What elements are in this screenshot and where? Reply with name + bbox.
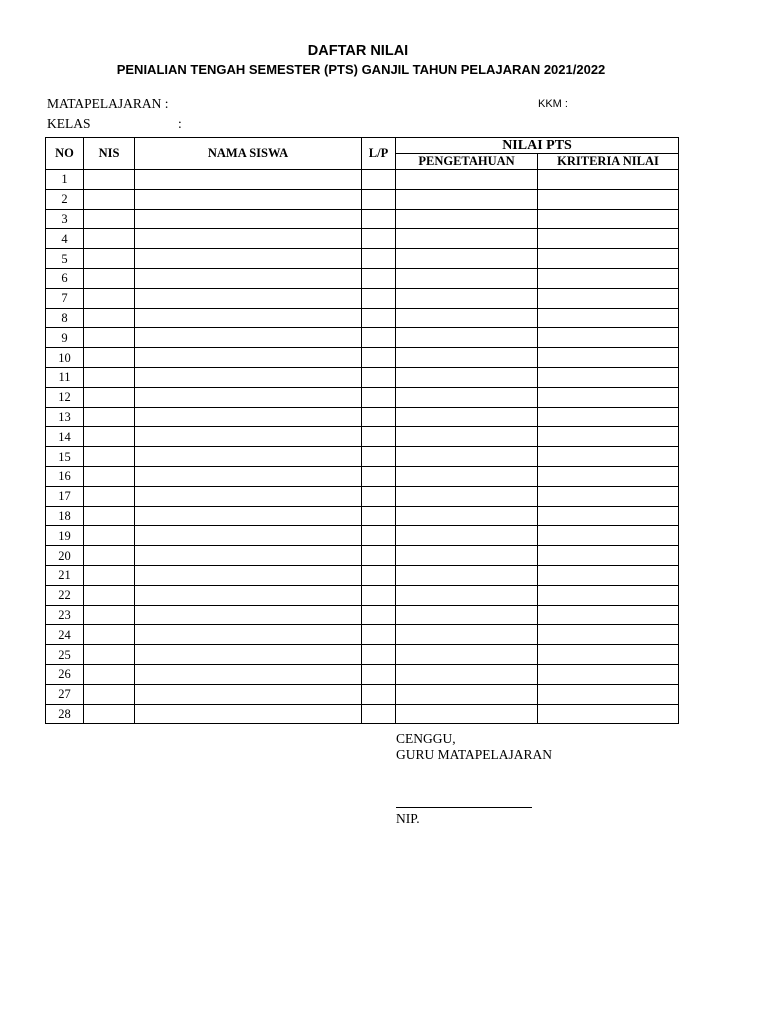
- score-criteria-cell[interactable]: [538, 466, 679, 486]
- nis-cell[interactable]: [84, 170, 135, 190]
- knowledge-score-cell[interactable]: [396, 249, 538, 269]
- row-number-cell: 15: [46, 447, 84, 467]
- nis-cell[interactable]: [84, 645, 135, 665]
- header-student-name: NAMA SISWA: [135, 138, 362, 170]
- table-row: [46, 249, 679, 269]
- table-row: [46, 466, 679, 486]
- nis-cell[interactable]: [84, 625, 135, 645]
- gender-cell[interactable]: [362, 625, 396, 645]
- nis-cell[interactable]: [84, 585, 135, 605]
- row-number-cell: 22: [46, 585, 84, 605]
- table-row: [46, 506, 679, 526]
- knowledge-score-cell[interactable]: [396, 605, 538, 625]
- knowledge-score-cell[interactable]: [396, 268, 538, 288]
- row-number-cell: 20: [46, 546, 84, 566]
- score-criteria-cell[interactable]: [538, 308, 679, 328]
- gender-cell[interactable]: [362, 704, 396, 724]
- student-name-cell[interactable]: [135, 486, 362, 506]
- table-row: [46, 447, 679, 467]
- nis-cell[interactable]: [84, 605, 135, 625]
- score-criteria-cell[interactable]: [538, 625, 679, 645]
- table-row: [46, 367, 679, 387]
- score-criteria-cell[interactable]: [538, 565, 679, 585]
- student-name-cell[interactable]: [135, 427, 362, 447]
- table-row: [46, 684, 679, 704]
- student-name-cell[interactable]: [135, 170, 362, 190]
- student-name-cell[interactable]: [135, 189, 362, 209]
- knowledge-score-cell[interactable]: [396, 466, 538, 486]
- score-criteria-cell[interactable]: [538, 387, 679, 407]
- student-name-cell[interactable]: [135, 664, 362, 684]
- table-row: [46, 209, 679, 229]
- gender-cell[interactable]: [362, 664, 396, 684]
- table-row: [46, 328, 679, 348]
- header-score-criteria: KRITERIA NILAI: [538, 154, 679, 170]
- grades-table: [45, 137, 679, 724]
- student-name-cell[interactable]: [135, 526, 362, 546]
- nis-cell[interactable]: [84, 447, 135, 467]
- class-colon: :: [178, 116, 182, 131]
- gender-cell[interactable]: [362, 447, 396, 467]
- gender-cell[interactable]: [362, 506, 396, 526]
- student-name-cell[interactable]: [135, 447, 362, 467]
- score-criteria-cell[interactable]: [538, 288, 679, 308]
- class-label: KELAS: [47, 116, 91, 131]
- knowledge-score-cell[interactable]: [396, 387, 538, 407]
- knowledge-score-cell[interactable]: [396, 308, 538, 328]
- gender-cell[interactable]: [362, 268, 396, 288]
- header-nis: NIS: [84, 138, 135, 170]
- knowledge-score-cell[interactable]: [396, 189, 538, 209]
- document-subtitle: PENIALIAN TENGAH SEMESTER (PTS) GANJIL TAHUN PELAJARAN 2021/2022: [116, 62, 606, 77]
- knowledge-score-cell[interactable]: [396, 506, 538, 526]
- nis-cell[interactable]: [84, 407, 135, 427]
- row-number-cell: 16: [46, 466, 84, 486]
- gender-cell[interactable]: [362, 308, 396, 328]
- knowledge-score-cell[interactable]: [396, 625, 538, 645]
- score-criteria-cell[interactable]: [538, 407, 679, 427]
- row-number-cell: 7: [46, 288, 84, 308]
- header-knowledge: PENGETAHUAN: [396, 154, 538, 170]
- kkm-label: KKM :: [538, 98, 568, 110]
- gender-cell[interactable]: [362, 249, 396, 269]
- table-row: [46, 170, 679, 190]
- score-criteria-cell[interactable]: [538, 170, 679, 190]
- score-criteria-cell[interactable]: [538, 664, 679, 684]
- knowledge-score-cell[interactable]: [396, 684, 538, 704]
- student-name-cell[interactable]: [135, 328, 362, 348]
- gender-cell[interactable]: [362, 367, 396, 387]
- nis-cell[interactable]: [84, 249, 135, 269]
- knowledge-score-cell[interactable]: [396, 427, 538, 447]
- table-row: [46, 526, 679, 546]
- table-row: [46, 348, 679, 368]
- student-name-cell[interactable]: [135, 466, 362, 486]
- score-criteria-cell[interactable]: [538, 348, 679, 368]
- student-name-cell[interactable]: [135, 645, 362, 665]
- knowledge-score-cell[interactable]: [396, 367, 538, 387]
- table-row: [46, 288, 679, 308]
- table-row: [46, 427, 679, 447]
- knowledge-score-cell[interactable]: [396, 546, 538, 566]
- table-row: [46, 229, 679, 249]
- knowledge-score-cell[interactable]: [396, 407, 538, 427]
- score-criteria-cell[interactable]: [538, 486, 679, 506]
- gender-cell[interactable]: [362, 209, 396, 229]
- gender-cell[interactable]: [362, 546, 396, 566]
- nis-cell[interactable]: [84, 704, 135, 724]
- knowledge-score-cell[interactable]: [396, 348, 538, 368]
- score-criteria-cell[interactable]: [538, 645, 679, 665]
- table-row: [46, 189, 679, 209]
- gender-cell[interactable]: [362, 645, 396, 665]
- row-number-cell: 10: [46, 348, 84, 368]
- knowledge-score-cell[interactable]: [396, 645, 538, 665]
- gender-cell[interactable]: [362, 229, 396, 249]
- gender-cell[interactable]: [362, 328, 396, 348]
- student-name-cell[interactable]: [135, 605, 362, 625]
- header-pts-score-group: NILAI PTS: [396, 138, 679, 154]
- table-row: [46, 387, 679, 407]
- student-name-cell[interactable]: [135, 704, 362, 724]
- student-name-cell[interactable]: [135, 308, 362, 328]
- table-row: [46, 645, 679, 665]
- row-number-cell: 5: [46, 249, 84, 269]
- student-name-cell[interactable]: [135, 209, 362, 229]
- table-row: [46, 704, 679, 724]
- knowledge-score-cell[interactable]: [396, 486, 538, 506]
- signature-line: [396, 807, 532, 808]
- nis-cell[interactable]: [84, 526, 135, 546]
- nis-cell[interactable]: [84, 348, 135, 368]
- table-body: [46, 170, 679, 724]
- gender-cell[interactable]: [362, 427, 396, 447]
- student-name-cell[interactable]: [135, 585, 362, 605]
- row-number-cell: 8: [46, 308, 84, 328]
- nis-cell[interactable]: [84, 466, 135, 486]
- table-row: [46, 664, 679, 684]
- gender-cell[interactable]: [362, 565, 396, 585]
- score-criteria-cell[interactable]: [538, 249, 679, 269]
- nis-cell[interactable]: [84, 328, 135, 348]
- table-row: [46, 565, 679, 585]
- row-number-cell: 18: [46, 506, 84, 526]
- student-name-cell[interactable]: [135, 348, 362, 368]
- score-criteria-cell[interactable]: [538, 328, 679, 348]
- row-number-cell: 4: [46, 229, 84, 249]
- score-criteria-cell[interactable]: [538, 447, 679, 467]
- nis-cell[interactable]: [84, 189, 135, 209]
- subject-label: MATAPELAJARAN :: [47, 96, 169, 111]
- header-gender: L/P: [362, 138, 396, 170]
- knowledge-score-cell[interactable]: [396, 288, 538, 308]
- gender-cell[interactable]: [362, 387, 396, 407]
- row-number-cell: 1: [46, 170, 84, 190]
- row-number-cell: 6: [46, 268, 84, 288]
- nis-cell[interactable]: [84, 565, 135, 585]
- row-number-cell: 14: [46, 427, 84, 447]
- table-row: [46, 486, 679, 506]
- row-number-cell: 28: [46, 704, 84, 724]
- gender-cell[interactable]: [362, 348, 396, 368]
- student-name-cell[interactable]: [135, 249, 362, 269]
- student-name-cell[interactable]: [135, 288, 362, 308]
- row-number-cell: 24: [46, 625, 84, 645]
- table-row: [46, 407, 679, 427]
- row-number-cell: 27: [46, 684, 84, 704]
- knowledge-score-cell[interactable]: [396, 704, 538, 724]
- nip-label: NIP.: [396, 811, 420, 826]
- nis-cell[interactable]: [84, 664, 135, 684]
- table-row: [46, 268, 679, 288]
- row-number-cell: 23: [46, 605, 84, 625]
- nis-cell[interactable]: [84, 367, 135, 387]
- gender-cell[interactable]: [362, 170, 396, 190]
- nis-cell[interactable]: [84, 308, 135, 328]
- nis-cell[interactable]: [84, 288, 135, 308]
- student-name-cell[interactable]: [135, 546, 362, 566]
- nis-cell[interactable]: [84, 387, 135, 407]
- score-criteria-cell[interactable]: [538, 605, 679, 625]
- score-criteria-cell[interactable]: [538, 367, 679, 387]
- row-number-cell: 26: [46, 664, 84, 684]
- student-name-cell[interactable]: [135, 268, 362, 288]
- score-criteria-cell[interactable]: [538, 585, 679, 605]
- student-name-cell[interactable]: [135, 407, 362, 427]
- score-criteria-cell[interactable]: [538, 546, 679, 566]
- row-number-cell: 13: [46, 407, 84, 427]
- nis-cell[interactable]: [84, 546, 135, 566]
- header-no: NO: [46, 138, 84, 170]
- row-number-cell: 2: [46, 189, 84, 209]
- nis-cell[interactable]: [84, 486, 135, 506]
- student-name-cell[interactable]: [135, 625, 362, 645]
- student-name-cell[interactable]: [135, 684, 362, 704]
- score-criteria-cell[interactable]: [538, 209, 679, 229]
- student-name-cell[interactable]: [135, 506, 362, 526]
- score-criteria-cell[interactable]: [538, 229, 679, 249]
- row-number-cell: 19: [46, 526, 84, 546]
- score-criteria-cell[interactable]: [538, 506, 679, 526]
- row-number-cell: 21: [46, 565, 84, 585]
- student-name-cell[interactable]: [135, 229, 362, 249]
- knowledge-score-cell[interactable]: [396, 328, 538, 348]
- gender-cell[interactable]: [362, 684, 396, 704]
- score-criteria-cell[interactable]: [538, 684, 679, 704]
- nis-cell[interactable]: [84, 427, 135, 447]
- row-number-cell: 17: [46, 486, 84, 506]
- knowledge-score-cell[interactable]: [396, 170, 538, 190]
- gender-cell[interactable]: [362, 585, 396, 605]
- knowledge-score-cell[interactable]: [396, 526, 538, 546]
- gender-cell[interactable]: [362, 526, 396, 546]
- table-row: [46, 605, 679, 625]
- signature-place: CENGGU,: [396, 731, 456, 746]
- student-name-cell[interactable]: [135, 367, 362, 387]
- gender-cell[interactable]: [362, 288, 396, 308]
- table-row: [46, 625, 679, 645]
- score-criteria-cell[interactable]: [538, 268, 679, 288]
- gender-cell[interactable]: [362, 486, 396, 506]
- knowledge-score-cell[interactable]: [396, 447, 538, 467]
- student-name-cell[interactable]: [135, 387, 362, 407]
- knowledge-score-cell[interactable]: [396, 229, 538, 249]
- nis-cell[interactable]: [84, 229, 135, 249]
- row-number-cell: 9: [46, 328, 84, 348]
- document-title: DAFTAR NILAI: [307, 43, 409, 59]
- gender-cell[interactable]: [362, 407, 396, 427]
- knowledge-score-cell[interactable]: [396, 565, 538, 585]
- score-criteria-cell[interactable]: [538, 526, 679, 546]
- student-name-cell[interactable]: [135, 565, 362, 585]
- row-number-cell: 3: [46, 209, 84, 229]
- table-row: [46, 308, 679, 328]
- nis-cell[interactable]: [84, 209, 135, 229]
- gender-cell[interactable]: [362, 189, 396, 209]
- score-criteria-cell[interactable]: [538, 427, 679, 447]
- table-row: [46, 585, 679, 605]
- gender-cell[interactable]: [362, 605, 396, 625]
- table-row: [46, 546, 679, 566]
- knowledge-score-cell[interactable]: [396, 585, 538, 605]
- signature-role: GURU MATAPELAJARAN: [396, 747, 553, 762]
- nis-cell[interactable]: [84, 506, 135, 526]
- knowledge-score-cell[interactable]: [396, 209, 538, 229]
- score-criteria-cell[interactable]: [538, 704, 679, 724]
- nis-cell[interactable]: [84, 684, 135, 704]
- score-criteria-cell[interactable]: [538, 189, 679, 209]
- gender-cell[interactable]: [362, 466, 396, 486]
- nis-cell[interactable]: [84, 268, 135, 288]
- row-number-cell: 11: [46, 367, 84, 387]
- row-number-cell: 12: [46, 387, 84, 407]
- knowledge-score-cell[interactable]: [396, 664, 538, 684]
- row-number-cell: 25: [46, 645, 84, 665]
